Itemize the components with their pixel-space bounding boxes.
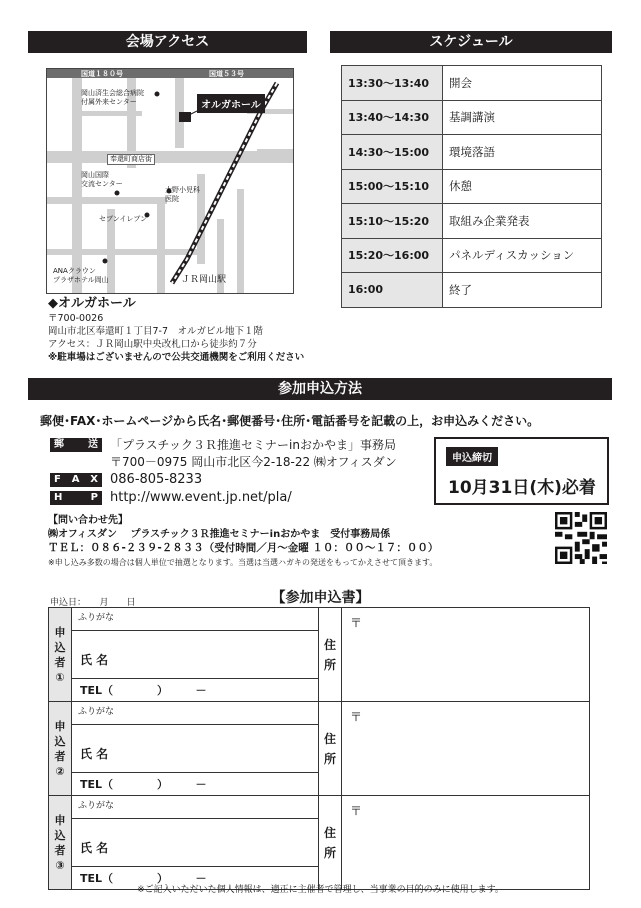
schedule-row — [342, 66, 602, 101]
mail-label-char: 送 — [88, 439, 98, 450]
fax-label — [50, 473, 102, 487]
form-date[interactable]: 申込日： 月 日 — [50, 598, 136, 608]
furigana-field[interactable]: ふりがな — [72, 702, 319, 725]
route53-label: 国道５３号 — [209, 70, 244, 78]
station-label: ＪＲ岡山駅 — [181, 275, 227, 285]
applicant-3-label: 申 込 者 ③ — [49, 796, 72, 890]
mail-label-char: 郵 — [54, 439, 64, 450]
shopping-street-label: 奉還町商店街 — [107, 154, 155, 165]
schedule-item: 開会 — [443, 66, 602, 101]
schedule-time: 13:30～13:40 — [342, 66, 443, 101]
schedule-row — [342, 204, 602, 239]
schedule-heading: スケジュール — [330, 31, 612, 53]
access-map — [46, 68, 294, 294]
mail-line2: 〒700－0975 岡山市北区今2-18-22 ㈱オフィスダン — [110, 455, 397, 469]
address-field[interactable]: 〒 — [342, 796, 590, 890]
venue-address: 岡山市北区奉還町１丁目7-7 オルガビル地下１階 — [48, 326, 264, 337]
venue-name: ◆オルガホール — [48, 296, 136, 311]
hotel-label: ANAクラウン プラザホテル岡山 — [53, 267, 109, 284]
fax-label-char: A — [71, 474, 80, 485]
schedule-row — [342, 100, 602, 135]
access-heading: 会場アクセス — [28, 31, 307, 53]
fax-label-char: F — [54, 474, 61, 485]
schedule-item: 終了 — [443, 273, 602, 308]
schedule-item: 取組み企業発表 — [443, 204, 602, 239]
contact-org: ㈱オフィスダン プラスチック３Ｒ推進セミナーinおかやま 受付事務局係 — [48, 529, 391, 540]
fax-label-char: X — [90, 474, 98, 485]
hp-url[interactable]: http://www.event.jp.net/pla/ — [110, 490, 292, 505]
apply-heading: 参加申込方法 — [28, 378, 612, 400]
schedule-item: パネルディスカッション — [443, 238, 602, 273]
venue-directions: アクセス：ＪＲ岡山駅中央改札口から徒歩約７分 — [48, 339, 257, 350]
address-label: 住 所 — [319, 702, 342, 796]
address-label: 住 所 — [319, 796, 342, 890]
seven-label: セブンイレブン — [99, 215, 148, 223]
mail-line1: 「プラスチック３Ｒ推進セミナーinおかやま」事務局 — [110, 438, 396, 452]
hp-label-char: P — [90, 492, 98, 503]
deadline-tag: 申込締切 — [446, 447, 498, 466]
tel-field[interactable]: TEL（ ） － — [72, 773, 319, 796]
venue-map-label: オルガホール — [197, 94, 265, 113]
hp-label-char: H — [54, 492, 63, 503]
name-field[interactable]: 氏 名 — [72, 725, 319, 773]
deadline-box — [434, 437, 609, 505]
contact-tel: ＴＥＬ：０８６-２３９-２８３３（受付時間／月～金曜 １０：００～１７：００） — [48, 542, 439, 554]
schedule-time: 14:30～15:00 — [342, 135, 443, 170]
schedule-time: 15:20～16:00 — [342, 238, 443, 273]
schedule-time: 16:00 — [342, 273, 443, 308]
contact-note: ※申し込み多数の場合は個人単位で抽選となります。当選は当選ハガキの発送をもってかえさせて頂きます。 — [48, 558, 438, 567]
form-title: 【参加申込書】 — [271, 590, 370, 606]
exchange-center-label: 岡山国際 交流センター — [81, 171, 123, 188]
schedule-item: 基調講演 — [443, 100, 602, 135]
route180-label: 国道１８０号 — [81, 70, 123, 78]
schedule-row — [342, 273, 602, 308]
schedule-time: 13:40～14:30 — [342, 100, 443, 135]
privacy-note: ※ご記入いただいた個人情報は、適正に主催者で管理し、当事業の目的のみに使用します。 — [137, 885, 504, 895]
schedule-time: 15:10～15:20 — [342, 204, 443, 239]
address-field[interactable]: 〒 — [342, 608, 590, 702]
schedule-table — [341, 65, 602, 308]
tel-field[interactable]: TEL（ ） － — [72, 867, 319, 890]
schedule-row — [342, 238, 602, 273]
tel-field[interactable]: TEL（ ） － — [72, 679, 319, 702]
deadline-date: 10月31日(木)必着 — [448, 478, 596, 498]
applicant-2-label: 申 込 者 ② — [49, 702, 72, 796]
schedule-time: 15:00～15:10 — [342, 169, 443, 204]
apply-lead: 郵便･FAX･ホームページから氏名･郵便番号･住所･電話番号を記載の上，お申込みください。 — [40, 414, 540, 428]
furigana-field[interactable]: ふりがな — [72, 608, 319, 631]
qr-code-icon[interactable] — [555, 512, 607, 564]
hp-label — [50, 491, 102, 505]
parking-note: ※駐車場はございませんので公共交通機関をご利用ください — [48, 352, 305, 363]
contact-heading: 【問い合わせ先】 — [48, 515, 128, 526]
address-field[interactable]: 〒 — [342, 702, 590, 796]
schedule-item: 環境落語 — [443, 135, 602, 170]
furigana-field[interactable]: ふりがな — [72, 796, 319, 819]
mail-label — [50, 438, 102, 452]
hospital-label: 岡山済生会総合病院 付属外来センター — [81, 89, 144, 106]
kids-clinic-label: 大野小児科 医院 — [165, 186, 200, 203]
schedule-item: 休憩 — [443, 169, 602, 204]
name-field[interactable]: 氏 名 — [72, 819, 319, 867]
name-field[interactable]: 氏 名 — [72, 631, 319, 679]
venue-postal: 〒700-0026 — [48, 313, 104, 324]
schedule-row — [342, 169, 602, 204]
schedule-row — [342, 135, 602, 170]
address-label: 住 所 — [319, 608, 342, 702]
applicant-1-label: 申 込 者 ① — [49, 608, 72, 702]
application-form — [48, 607, 590, 890]
fax-number: 086-805-8233 — [110, 472, 203, 487]
